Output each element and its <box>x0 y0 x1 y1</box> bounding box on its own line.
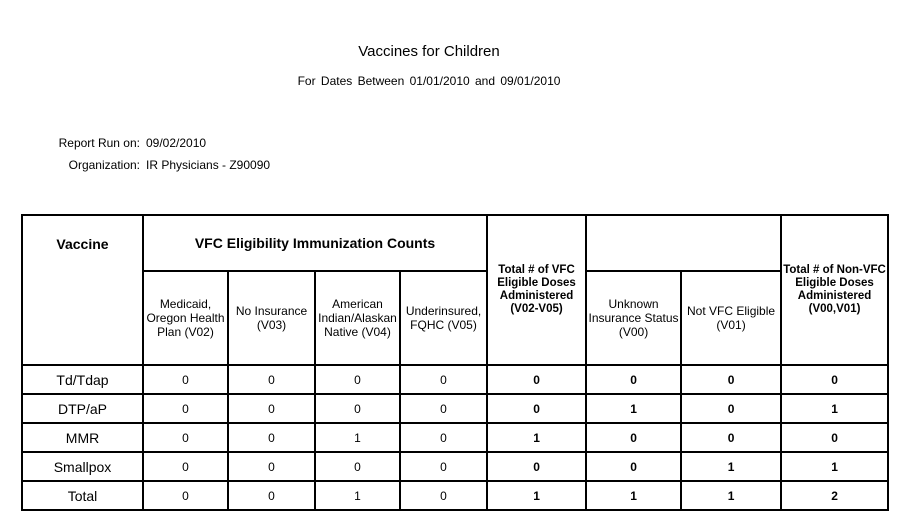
header-not-vfc-eligible: Not VFC Eligible (V01) <box>681 271 781 365</box>
cell-v05: 0 <box>400 481 487 510</box>
cell-v03: 0 <box>228 481 315 510</box>
row-vaccine-name: MMR <box>22 423 143 452</box>
cell-v00: 1 <box>586 394 681 423</box>
cell-total-vfc: 0 <box>487 452 586 481</box>
cell-v05: 0 <box>400 452 487 481</box>
table-total-row <box>22 481 888 510</box>
cell-v04: 0 <box>315 394 400 423</box>
cell-total-vfc: 0 <box>487 394 586 423</box>
cell-total-vfc: 0 <box>487 365 586 394</box>
cell-v02: 0 <box>143 452 228 481</box>
cell-v03: 0 <box>228 394 315 423</box>
cell-total-non-vfc: 1 <box>781 452 888 481</box>
report-run-date: 09/02/2010 <box>146 136 207 150</box>
organization-value: IR Physicians - Z90090 <box>146 158 271 172</box>
header-medicaid: Medicaid, Oregon Health Plan (V02) <box>143 271 228 365</box>
cell-v01: 1 <box>681 481 781 510</box>
date-range: For Dates Between 01/01/2010 and 09/01/2010 <box>297 74 561 88</box>
table-row <box>22 365 888 394</box>
cell-v00: 1 <box>586 481 681 510</box>
cell-v05: 0 <box>400 365 487 394</box>
cell-total-vfc: 1 <box>487 423 586 452</box>
row-vaccine-name: Smallpox <box>22 452 143 481</box>
row-vaccine-name: Td/Tdap <box>22 365 143 394</box>
cell-v04: 1 <box>315 423 400 452</box>
cell-v03: 0 <box>228 452 315 481</box>
cell-total-non-vfc: 2 <box>781 481 888 510</box>
header-vfc-eligibility-group: VFC Eligibility Immunization Counts <box>143 215 487 271</box>
report-title: Vaccines for Children <box>358 43 500 60</box>
cell-v01: 0 <box>681 365 781 394</box>
table-row <box>22 423 888 452</box>
cell-v02: 0 <box>143 481 228 510</box>
cell-total-non-vfc: 1 <box>781 394 888 423</box>
table-row <box>22 394 888 423</box>
organization-label: Organization: <box>68 158 140 172</box>
row-vaccine-name: Total <box>22 481 143 510</box>
report-run-label: Report Run on: <box>58 136 140 150</box>
header-no-insurance: No Insurance (V03) <box>228 271 315 365</box>
report-run-row <box>0 136 206 150</box>
cell-v03: 0 <box>228 365 315 394</box>
cell-total-non-vfc: 0 <box>781 423 888 452</box>
header-total-non-vfc: Total # of Non-VFC Eligible Doses Administered (V00,V01) <box>781 215 888 365</box>
header-total-vfc: Total # of VFC Eligible Doses Administered (V02-V05) <box>487 215 586 365</box>
cell-v05: 0 <box>400 394 487 423</box>
header-unknown-insurance: Unknown Insurance Status (V00) <box>586 271 681 365</box>
vfc-counts-table <box>21 214 889 511</box>
cell-v04: 0 <box>315 452 400 481</box>
cell-v03: 0 <box>228 423 315 452</box>
cell-v01: 1 <box>681 452 781 481</box>
cell-v05: 0 <box>400 423 487 452</box>
cell-v01: 0 <box>681 394 781 423</box>
cell-v00: 0 <box>586 423 681 452</box>
cell-v02: 0 <box>143 365 228 394</box>
cell-total-non-vfc: 0 <box>781 365 888 394</box>
row-vaccine-name: DTP/aP <box>22 394 143 423</box>
cell-v01: 0 <box>681 423 781 452</box>
header-native: American Indian/Alaskan Native (V04) <box>315 271 400 365</box>
organization-row <box>0 158 270 172</box>
cell-v02: 0 <box>143 423 228 452</box>
cell-v00: 0 <box>586 452 681 481</box>
cell-v02: 0 <box>143 394 228 423</box>
cell-v00: 0 <box>586 365 681 394</box>
header-underinsured: Underinsured, FQHC (V05) <box>400 271 487 365</box>
cell-v04: 0 <box>315 365 400 394</box>
header-non-vfc-group <box>586 215 781 271</box>
table-row <box>22 452 888 481</box>
header-vaccine: Vaccine <box>22 215 143 365</box>
cell-v04: 1 <box>315 481 400 510</box>
cell-total-vfc: 1 <box>487 481 586 510</box>
